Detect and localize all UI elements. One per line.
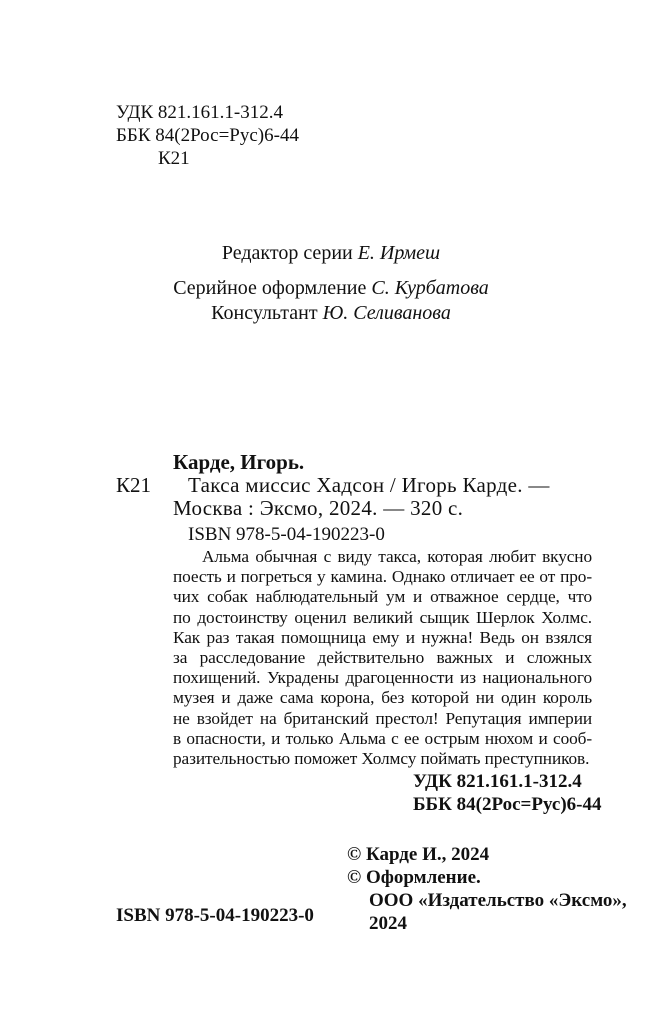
- catalog-isbn: ISBN 978-5-04-190223-0: [188, 524, 385, 545]
- annotation-line: по достоинству оценил великий сыщик Шерлок Холмс.: [173, 607, 592, 627]
- copyright-author: © Карде И., 2024: [347, 844, 490, 865]
- annotation-line: в опасности, и только Альма с ее острым нюхом и сооб-: [173, 728, 592, 748]
- udk-top: УДК 821.161.1-312.4: [116, 102, 283, 123]
- annotation-line: чих собак наблюдательный ум и отважное сердце, что: [173, 587, 592, 607]
- editor-label: Редактор серии: [221, 242, 353, 264]
- author-heading: Карде, Игорь.: [173, 450, 305, 474]
- design-credit: [0, 276, 662, 300]
- annotation-line: за расследование действительно важных и сложных: [173, 648, 592, 668]
- design-name: С. Курбатова: [371, 277, 489, 299]
- editor-credit: [0, 241, 662, 265]
- isbn-bottom: ISBN 978-5-04-190223-0: [116, 905, 314, 926]
- annotation-line: разительностью поможет Холмсу поймать преступников.: [173, 749, 590, 769]
- design-label: Серийное оформление: [173, 277, 367, 299]
- annotation-line: поесть и погреться у камина. Однако отличает ее от про-: [173, 567, 592, 587]
- annotation-line: музея и даже сама корона, без которой ни один король: [173, 688, 592, 708]
- editor-name: Е. Ирмеш: [357, 242, 441, 264]
- annotation-line: Альма обычная с виду такса, которая любит вкусно: [202, 547, 592, 566]
- annotation-line: не взойдет на британский престол! Репутация империи: [173, 708, 592, 728]
- annotation-line: Как раз такая помощница ему и нужна! Ведь он взялся: [173, 627, 592, 647]
- copyright-publisher: ООО «Издательство «Эксмо»,: [369, 890, 627, 911]
- title-line-1: Такса миссис Хадсон / Игорь Карде. —: [188, 473, 550, 497]
- side-author-mark: К21: [116, 473, 152, 497]
- consultant-name: Ю. Селиванова: [322, 302, 451, 324]
- copyright-year: 2024: [369, 913, 407, 934]
- consultant-label: Консультант: [211, 302, 318, 324]
- author-mark-top: К21: [158, 148, 190, 169]
- bbk-bottom: ББК 84(2Рос=Рус)6-44: [413, 794, 602, 815]
- annotation-paragraph: [173, 547, 592, 769]
- consultant-credit: [0, 301, 662, 325]
- udk-bottom: УДК 821.161.1-312.4: [413, 771, 582, 792]
- title-line-2: Москва : Эксмо, 2024. — 320 с.: [173, 496, 464, 520]
- annotation-line: похищений. Украдены драгоценности из национального: [173, 668, 592, 688]
- copyright-design: © Оформление.: [347, 867, 481, 888]
- bbk-top: ББК 84(2Рос=Рус)6-44: [116, 125, 299, 146]
